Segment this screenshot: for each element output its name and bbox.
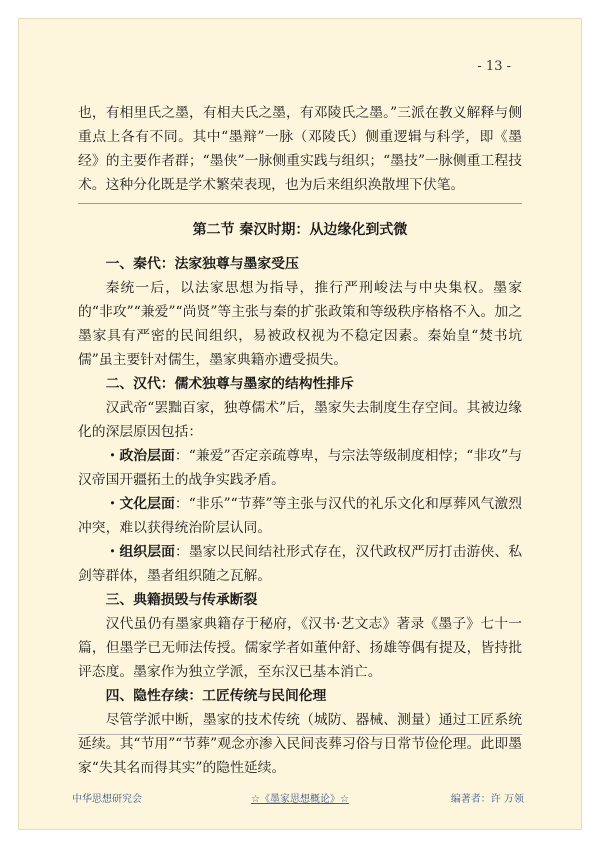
subsection-heading-survival: 四、隐性存续：工匠传统与民间伦理 (105, 688, 327, 704)
bullet-text: ：“非乐”“节葬”等主张与汉代的礼乐文化和厚葬风气激烈冲突，难以获得统治阶层认同。 (78, 496, 522, 536)
bullet-label: ・政治层面 (105, 448, 175, 464)
footer-author: 编著者：许 万领 (450, 794, 524, 805)
bullet-organizational (78, 540, 522, 588)
subsection-heading-qin: 一、秦代：法家独尊与墨家受压 (105, 256, 299, 272)
subsection-heading-texts: 三、典籍损毁与传承断裂 (105, 592, 258, 608)
paragraph-han: 汉武帝“罢黜百家，独尊儒术”后，墨家失去制度生存空间。其被边缘化的深层原因包括： (78, 400, 522, 440)
page-number: - 13 - (477, 59, 511, 74)
paragraph-survival: 尽管学派中断，墨家的技术传统（城防、器械、测量）通过工匠系统延续。其“节用”“节葬”观念亦渗入民间丧葬习俗与日常节俭伦理。此即墨家“失其名而得其实”的隐性延续。 (78, 712, 522, 776)
bullet-cultural (78, 492, 522, 540)
book-title-link[interactable]: ☆《墨家思想概论》☆ (251, 794, 349, 805)
subsection-heading-han: 二、汉代：儒术独尊与墨家的结构性排斥 (105, 376, 354, 392)
paragraph-texts: 汉代虽仍有墨家典籍存于秘府，《汉书·艺文志》著录《墨子》七十一篇，但墨学已无师法传授。儒家学者如董仲舒、扬雄等偶有提及，皆持批评态度。墨家作为独立学派，至东汉已基本消亡。 (78, 616, 522, 680)
intro-paragraph: 也，有相里氏之墨，有相夫氏之墨，有邓陵氏之墨。”三派在教义解释与侧重点上各有不同。其中“墨辩”一脉（邓陵氏）侧重逻辑与科学，即《墨经》的主要作者群；“墨侠”一脉侧重实践与组织；“墨技”一脉侧重工程技术。这种分化既是学术繁荣表现，也为后来组织涣散埋下伏笔。 (78, 105, 522, 193)
bullet-text: ：“兼爱”否定亲疏尊卑，与宗法等级制度相悖；“非攻”与汉帝国开疆拓土的战争实践矛盾。 (78, 448, 522, 488)
paragraph-qin: 秦统一后，以法家思想为指导，推行严刑峻法与中央集权。墨家的“非攻”“兼爱”“尚贤”等主张与秦的扩张政策和等级秩序格格不入。加之墨家具有严密的民间组织，易被政权视为不稳定因素。秦始皇“焚书坑儒”虽主要针对儒生，墨家典籍亦遭受损失。 (78, 280, 522, 368)
section-divider (78, 203, 522, 204)
footer-publisher: 中华思想研究会 (72, 794, 142, 805)
main-content (78, 101, 522, 780)
footer-divider (78, 734, 522, 735)
bullet-text: ：墨家以民间结社形式存在，汉代政权严厉打击游侠、私剑等群体，墨者组织随之瓦解。 (78, 544, 523, 584)
bullet-label: ・文化层面 (105, 496, 175, 512)
bullet-political (78, 444, 522, 492)
section-title: 第二节 秦汉时期：从边缘化到式微 (192, 222, 408, 238)
bullet-label: ・组织层面 (105, 544, 176, 560)
